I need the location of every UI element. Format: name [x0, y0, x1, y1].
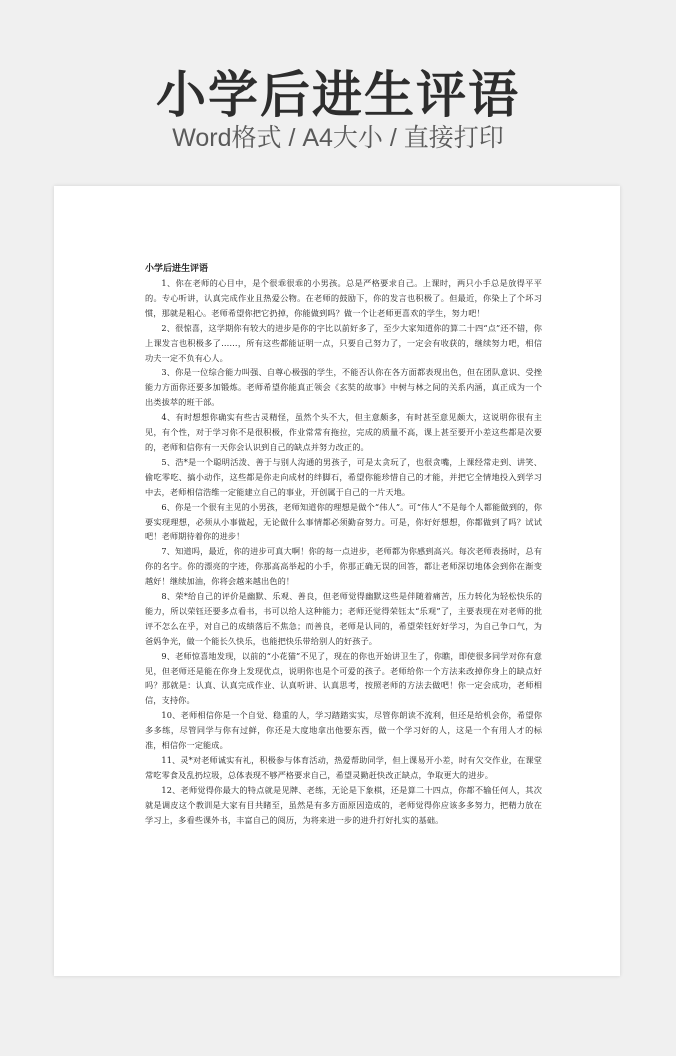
paragraph: 7、知道吗，最近，你的进步可真大啊！你的每一点进步，老师都为你感到高兴。每次老师表扬时，总有你的名字。你的漂亮的字迹，你那高高举起的小手，你那正确无误的回答，都让老师深切地体会到你在渐变越好！继续加油，你将会越来越出色的！ — [145, 546, 542, 587]
document-page — [54, 186, 620, 976]
paragraph: 4、有时想想你确实有些古灵精怪，虽然个头不大，但主意颇多，有时甚至意见颇大，这说明你很有主见，有个性，对于学习你不是很积极，作业常常有拖拉，完成的质量不高，课上甚至要开小差这些都是次要的，老师和信你有一天你会认识到自己的缺点并努力改正的。 — [145, 412, 542, 452]
paragraph: 6、你是一个很有主见的小男孩，老师知道你的理想是做个“伟人”。可“伟人”不是每个人都能做到的，你要实现理想，必须从小事做起，无论做什么事情都必须勤奋努力。可是，你好好想想，你都做到了吗？试试吧！老师期待着你的进步！ — [145, 501, 542, 542]
paragraph: 11、灵*对老师诚实有礼，积极参与体育活动，热爱帮助同学，但上课易开小差，时有欠交作业，在课堂常吃零食及乱扔垃圾，总体表现不够严格要求自己，希望灵勤赶快改正缺点，争取更大的进步。 — [145, 755, 542, 780]
paragraph: 10、老师相信你是一个自觉、稳重的人，学习踏踏实实，尽管你朗读不流利，但还是给机会你，希望你多多练，尽管同学与你有过鲜，你还是大度地拿出他要东西，做一个学习好的人，这是一个有用人才的标准，相信你一定能成。 — [145, 710, 542, 751]
paragraph: 12、老师觉得你最大的特点就是见牌、老练，无论是下象棋，还是算二十四点，你都不输任何人，其次就是调皮这个教训是大家有目共睹至，虽然是有多方面原因造成的，老师觉得你应该多多努力，把精力放在学习上，多看些课外书，丰富自己的阅历，为将来进一步的进升打好扎实的基础。 — [145, 784, 542, 825]
paragraph: 3、你是一位综合能力叫强、自尊心极强的学生，不能否认你在各方面都表现出色，但在团队意识、受挫能力方面你还要多加锻炼。老师希望你能真正领会《玄奘的故事》中树与林之间的关系内涵，真正成为一个出类拔萃的班干部。 — [145, 367, 542, 408]
paragraph: 8、荣*给自己的评价是幽默、乐观、善良，但老师觉得幽默这些是伴随着痛苦，压力转化为轻松快乐的能力，所以荣钰还要多点看书，书可以给人这种能力；老师还觉得荣钰太“乐观”了，主要表现在对老师的批评不怎么在乎，对自己的成绩落后不焦急；而善良，老师是认同的，希望荣钰好好学习，为自己争口气，为爸妈争光，做一个能长久快乐，也能把快乐带给别人的好孩子。 — [145, 591, 542, 646]
paragraph: 5、浩*是一个聪明活泼、善于与别人沟通的男孩子，可是太贪玩了，也很贪嘴，上课经常走到、讲笑、偷吃零吃、搞小动作，这些都是你走向成材的绊脚石，希望你能珍惜自己的才能，并把它全情地投入到学习中去，老师相信浩维一定能建立自己的事业，开创属于自己的一片天地。 — [145, 456, 542, 497]
paragraph: 9、老师惊喜地发现，以前的“小花猫”不见了，现在的你也开始讲卫生了，你瞧，即使很多同学对你有意见，但老师还是能在你身上发现优点，说明你也是个可爱的孩子。老师给你一个方法来改掉你身上的缺点好吗？那就是：认真、认真完成作业、认真听讲、认真思考，按照老师的方法去做吧！你一定会成功，老师相信，支持你。 — [145, 650, 542, 706]
paragraph: 2、很惊喜，这学期你有较大的进步是你的字比以前好多了，至少大家知道你的算二十四“点”还不错，你上课发言也积极多了……，所有这些都能证明一点，只要自己努力了，一定会有收获的，继续努力吧，相信功夫一定不负有心人。 — [145, 322, 542, 363]
document-content — [145, 262, 542, 828]
document-title: 小学后进生评语 — [145, 264, 209, 274]
paragraph: 1、你在老师的心目中，是个很乖很乖的小男孩。总是严格要求自己。上课时，两只小手总是放得平平的。专心听讲，认真完成作业且热爱公物。在老师的鼓励下，你的发言也积极了。但最近，你染上了个坏习惯，那就是粗心。老师希望你把它扔掉，你能做到吗？做一个让老师更喜欢的学生，努力吧！ — [145, 278, 542, 318]
hero-subtitle: Word格式 / A4大小 / 直接打印 — [172, 124, 504, 152]
hero-title: 小学后进生评语 — [156, 66, 520, 124]
